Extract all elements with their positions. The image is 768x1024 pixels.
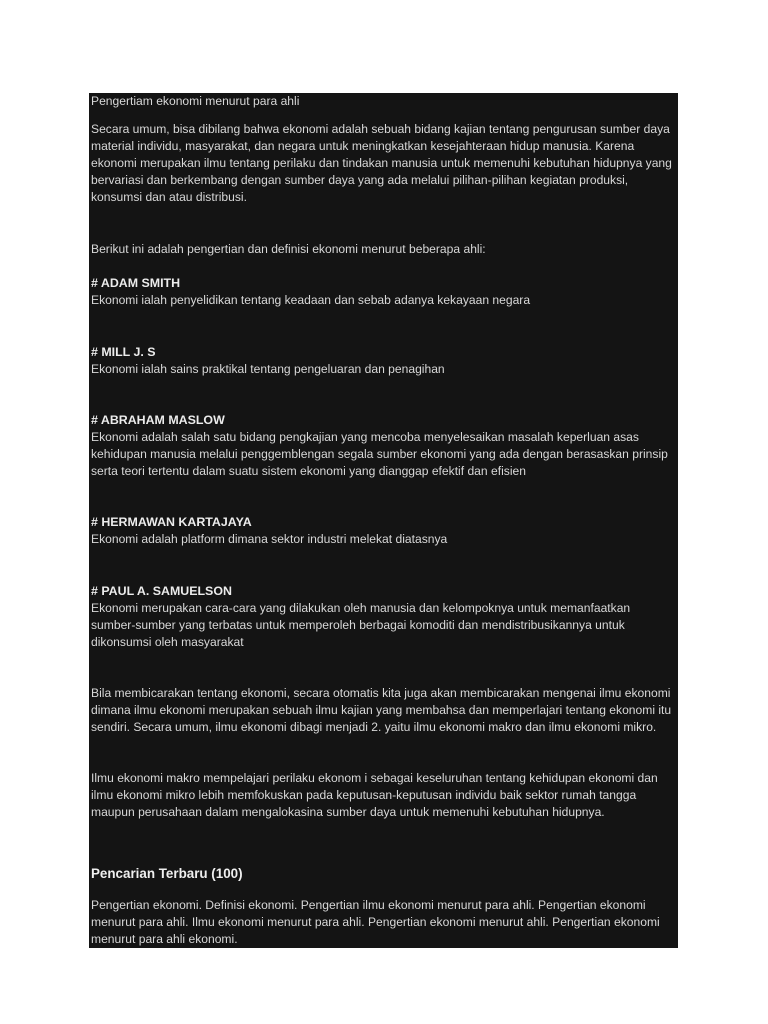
expert-definition-mill: Ekonomi ialah sains praktikal tentang pengeluaran dan penagihan xyxy=(91,362,445,376)
expert-name-hermawan-kartajaya: # HERMAWAN KARTAJAYA xyxy=(91,515,252,529)
expert-name-adam-smith: # ADAM SMITH xyxy=(91,276,181,290)
expert-definition-adam-smith: Ekonomi ialah penyelidikan tentang keadaan dan sebab adanya kekayaan negara xyxy=(91,293,531,307)
expert-definition-paul-samuelson: Ekonomi merupakan cara-cara yang dilakukan oleh manusia dan kelompoknya untuk memanfaatkan sumber-sumber yang terbatas untuk memperoleh berbagai komoditi dan mendistribusikannya untuk dikonsumsi oleh masyarakat xyxy=(91,601,631,649)
expert-name-paul-samuelson: # PAUL A. SAMUELSON xyxy=(91,584,232,598)
macro-micro-paragraph: Bila membicarakan tentang ekonomi, secara otomatis kita juga akan membicarakan mengenai ilmu ekonomi dimana ilmu ekonomi merupakan sebuah ilmu kajian yang membahsa dan memperlajari tentang ekonomi itu sendiri. Secara umum, ilmu ekonomi dibagi menjadi 2. yaitu ilmu ekonomi makro dan ilmu ekonomi mikro. xyxy=(91,686,672,734)
expert-definition-abraham-maslow: Ekonomi adalah salah satu bidang pengkajian yang mencoba menyelesaikan masalah keperluan asas kehidupan manusia melalui penggemblengan segala sumber ekonomi yang ada dengan berasaskan prinsip serta teori tertentu dalam suatu sistem ekonomi yang dianggap efektif dan efisien xyxy=(91,430,668,478)
scope-paragraph: Ilmu ekonomi makro mempelajari perilaku ekonom i sebagai keseluruhan tentang kehidupan ekonomi dan ilmu ekonomi mikro lebih memfokuskan pada keputusan-keputusan individu baik sektor rumah tangga maupun perusahaan dalam mengalokasina sumber daya untuk memenuhi kebutuhan hidupnya. xyxy=(91,771,658,819)
document-page xyxy=(89,93,678,948)
expert-name-abraham-maslow: # ABRAHAM MASLOW xyxy=(91,413,225,427)
document-title: Pengertiam ekonomi menurut para ahli xyxy=(91,94,300,108)
recent-searches-text: Pengertian ekonomi. Definisi ekonomi. Pengertian ilmu ekonomi menurut para ahli. Pengertian ekonomi menurut para ahli. Ilmu ekonomi menurut para ahli. Pengertian ekonomi menurut ahli. Pengertian ekonomi menurut para ahli ekonomi. xyxy=(91,898,660,946)
expert-name-mill: # MILL J. S xyxy=(91,345,156,359)
lead-in-paragraph: Berikut ini adalah pengertian dan definisi ekonomi menurut beberapa ahli: xyxy=(91,242,486,256)
document-content xyxy=(91,93,676,948)
recent-searches-title: Pencarian Terbaru (100) xyxy=(91,866,243,881)
intro-paragraph: Secara umum, bisa dibilang bahwa ekonomi adalah sebuah bidang kajian tentang pengurusan sumber daya material individu, masyarakat, dan negara untuk meningkatkan kesejahteraan hidup manusia. Karena ekonomi merupakan ilmu tentang perilaku dan tindakan manusia untuk memenuhi kebutuhan hidupnya yang bervariasi dan berkembang dengan sumber daya yang ada melalui pilihan-pilihan kegiatan produksi, konsumsi dan atau distribusi. xyxy=(91,122,672,204)
expert-definition-hermawan-kartajaya: Ekonomi adalah platform dimana sektor industri melekat diatasnya xyxy=(91,532,448,546)
